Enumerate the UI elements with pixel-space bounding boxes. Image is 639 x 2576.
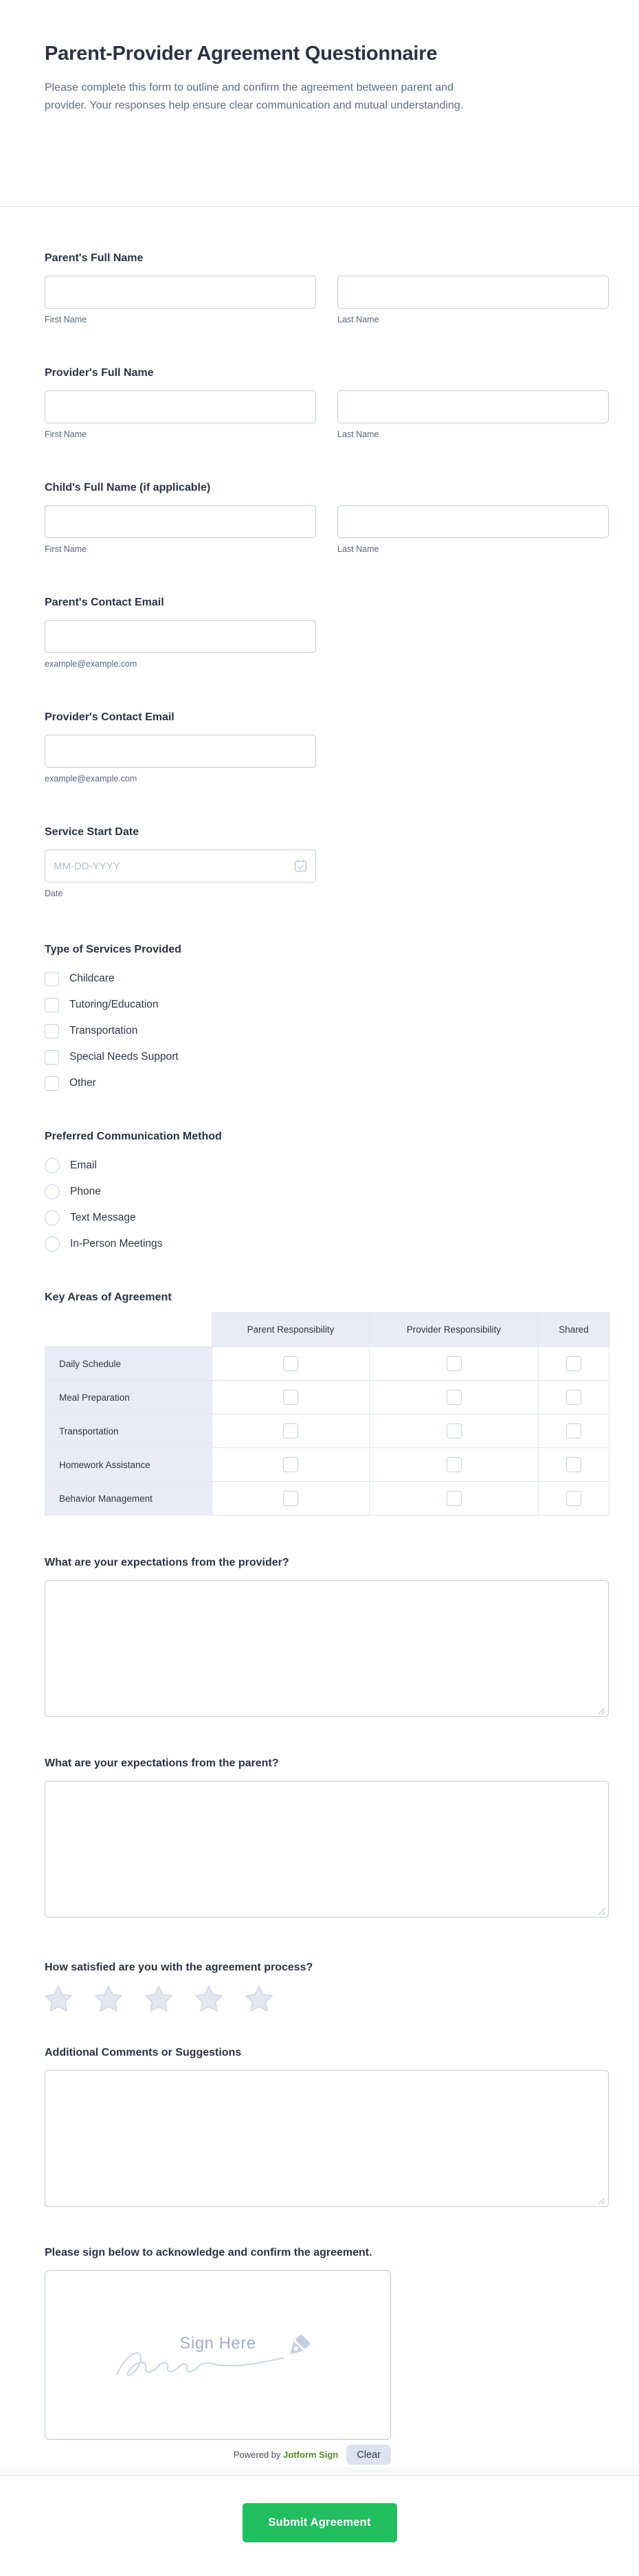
last-name-subfield <box>337 390 609 441</box>
parent-first-name-input[interactable] <box>45 276 316 309</box>
field-signature <box>45 2245 609 2465</box>
field-label: Key Areas of Agreement <box>45 1291 172 1303</box>
matrix-cell-parent[interactable] <box>212 1482 370 1515</box>
field-label: What are your expectations from the provider? <box>45 1557 289 1568</box>
checkbox-icon[interactable] <box>45 972 59 986</box>
parent-email-input[interactable] <box>45 620 316 653</box>
checkbox-icon[interactable] <box>283 1457 298 1472</box>
checkbox-icon[interactable] <box>283 1356 298 1371</box>
option-label: Email <box>70 1159 97 1171</box>
clear-signature-button[interactable]: Clear <box>346 2445 391 2465</box>
checkbox-icon[interactable] <box>45 1076 59 1091</box>
field-label: How satisfied are you with the agreement process? <box>45 1962 313 1973</box>
pen-nib-icon <box>280 2333 312 2364</box>
date-field <box>45 850 316 882</box>
last-name-sublabel: Last Name <box>337 544 379 554</box>
sign-here-watermark: Sign Here <box>179 2334 256 2353</box>
first-name-sublabel: First Name <box>45 430 87 439</box>
date-sublabel: Date <box>45 889 63 898</box>
powered-by-label: Powered by <box>233 2450 281 2460</box>
matrix-row <box>45 1482 609 1515</box>
field-label: Preferred Communication Method <box>45 1131 222 1142</box>
field-label: Type of Services Provided <box>45 944 181 955</box>
field-label: Parent's Full Name <box>45 252 144 264</box>
submit-button[interactable]: Submit Agreement <box>243 2503 397 2542</box>
form-description: Please complete this form to outline and confirm the agreement between parent and provider. Your responses help ensure clear communication and mutual understanding. <box>45 82 464 111</box>
last-name-subfield <box>337 505 609 555</box>
field-expect-provider <box>45 1555 609 1720</box>
radio-icon[interactable] <box>45 1236 60 1252</box>
provider-last-name-input[interactable] <box>337 390 609 423</box>
matrix-corner-cell <box>45 1313 212 1347</box>
communication-option[interactable] <box>45 1205 609 1231</box>
field-expect-parent <box>45 1756 609 1921</box>
child-last-name-input[interactable] <box>337 505 609 538</box>
matrix-cell-shared[interactable] <box>539 1414 609 1448</box>
signature-pad[interactable] <box>45 2270 391 2440</box>
star-rating <box>45 1985 609 2012</box>
checkbox-icon[interactable] <box>566 1491 581 1506</box>
field-provider-email <box>45 710 609 785</box>
matrix-cell-provider[interactable] <box>370 1448 539 1482</box>
checkbox-icon[interactable] <box>283 1390 298 1405</box>
service-option[interactable] <box>45 1044 609 1070</box>
checkbox-icon[interactable] <box>566 1457 581 1472</box>
last-name-subfield <box>337 276 609 326</box>
matrix-cell-provider[interactable] <box>370 1414 539 1448</box>
form-body <box>0 207 639 2478</box>
matrix-cell-shared[interactable] <box>539 1448 609 1482</box>
field-label: Additional Comments or Suggestions <box>45 2047 242 2058</box>
field-label: Service Start Date <box>45 826 139 838</box>
radio-icon[interactable] <box>45 1158 60 1173</box>
service-option[interactable] <box>45 1018 609 1044</box>
calendar-icon[interactable] <box>294 859 307 876</box>
signature-footer <box>45 2445 391 2465</box>
checkbox-icon[interactable] <box>566 1423 581 1439</box>
matrix-cell-parent[interactable] <box>212 1347 370 1381</box>
option-label: In-Person Meetings <box>70 1238 163 1250</box>
comments-textarea[interactable] <box>45 2070 609 2207</box>
field-label: What are your expectations from the parent? <box>45 1757 279 1769</box>
option-label: Other <box>69 1077 96 1089</box>
option-label: Phone <box>70 1186 101 1197</box>
matrix-row-label: Homework Assistance <box>45 1448 212 1482</box>
services-checkbox-group <box>45 966 609 1096</box>
field-label: Parent's Contact Email <box>45 597 164 608</box>
matrix-cell-parent[interactable] <box>212 1448 370 1482</box>
matrix-row-label: Behavior Management <box>45 1482 212 1515</box>
checkbox-icon[interactable] <box>447 1356 462 1371</box>
submit-section <box>0 2475 639 2576</box>
last-name-sublabel: Last Name <box>337 430 379 439</box>
option-label: Text Message <box>70 1212 136 1223</box>
matrix-cell-shared[interactable] <box>539 1482 609 1515</box>
radio-icon[interactable] <box>45 1210 60 1225</box>
provider-first-name-input[interactable] <box>45 390 316 423</box>
star-icon[interactable] <box>45 1985 72 2012</box>
star-icon[interactable] <box>245 1985 273 2012</box>
option-label: Special Needs Support <box>69 1051 179 1063</box>
communication-option[interactable] <box>45 1153 609 1179</box>
field-satisfaction <box>45 1960 609 2012</box>
matrix-column-header: Parent Responsibility <box>212 1313 370 1347</box>
checkbox-icon[interactable] <box>45 998 59 1012</box>
provider-email-input[interactable] <box>45 735 316 768</box>
star-icon[interactable] <box>95 1985 122 2012</box>
matrix-row-label: Meal Preparation <box>45 1381 212 1414</box>
matrix-row-label: Daily Schedule <box>45 1347 212 1381</box>
radio-icon[interactable] <box>45 1184 60 1199</box>
field-parent-email <box>45 595 609 670</box>
matrix-cell-provider[interactable] <box>370 1381 539 1414</box>
email-sublabel: example@example.com <box>45 659 137 669</box>
star-icon[interactable] <box>145 1985 172 2012</box>
matrix-cell-parent[interactable] <box>212 1414 370 1448</box>
matrix-column-header: Shared <box>539 1313 609 1347</box>
matrix-cell-provider[interactable] <box>370 1482 539 1515</box>
field-label: Provider's Full Name <box>45 367 154 379</box>
service-option[interactable] <box>45 992 609 1018</box>
option-label: Transportation <box>69 1025 138 1036</box>
checkbox-icon[interactable] <box>447 1423 462 1439</box>
email-sublabel: example@example.com <box>45 774 137 784</box>
field-provider-name <box>45 366 609 441</box>
field-agreement-matrix <box>45 1290 609 1515</box>
field-comments <box>45 2045 609 2210</box>
checkbox-icon[interactable] <box>45 1050 59 1065</box>
matrix-cell-shared[interactable] <box>539 1381 609 1414</box>
checkbox-icon[interactable] <box>447 1457 462 1472</box>
checkbox-icon[interactable] <box>283 1491 298 1506</box>
matrix-row <box>45 1381 609 1414</box>
child-first-name-input[interactable] <box>45 505 316 538</box>
field-child-name <box>45 480 609 555</box>
powered-by-text <box>234 2450 338 2460</box>
checkbox-icon[interactable] <box>447 1390 462 1405</box>
parent-last-name-input[interactable] <box>337 276 609 309</box>
service-option[interactable] <box>45 966 609 992</box>
matrix-header-row <box>45 1313 609 1347</box>
first-name-sublabel: First Name <box>45 544 87 554</box>
last-name-sublabel: Last Name <box>337 315 379 324</box>
jotform-sign-brand: Jotform Sign <box>283 2450 339 2460</box>
first-name-subfield <box>45 276 316 326</box>
field-label: Please sign below to acknowledge and confirm the agreement. <box>45 2247 372 2258</box>
matrix-cell-shared[interactable] <box>539 1347 609 1381</box>
communication-option[interactable] <box>45 1231 609 1257</box>
checkbox-icon[interactable] <box>45 1024 59 1039</box>
checkbox-icon[interactable] <box>566 1356 581 1371</box>
field-communication <box>45 1129 609 1257</box>
checkbox-icon[interactable] <box>283 1423 298 1439</box>
matrix-row <box>45 1347 609 1381</box>
start-date-input[interactable] <box>45 850 316 882</box>
communication-option[interactable] <box>45 1179 609 1205</box>
matrix-row-label: Transportation <box>45 1414 212 1448</box>
checkbox-icon[interactable] <box>447 1491 462 1506</box>
star-icon[interactable] <box>195 1985 223 2012</box>
checkbox-icon[interactable] <box>566 1390 581 1405</box>
agreement-matrix-table <box>45 1312 609 1515</box>
field-parent-name <box>45 251 609 326</box>
first-name-sublabel: First Name <box>45 315 87 324</box>
expect-parent-textarea[interactable] <box>45 1781 609 1918</box>
signature-squiggle-icon <box>114 2344 287 2382</box>
matrix-row <box>45 1414 609 1448</box>
first-name-subfield <box>45 390 316 441</box>
matrix-cell-parent[interactable] <box>212 1381 370 1414</box>
service-option[interactable] <box>45 1070 609 1096</box>
matrix-cell-provider[interactable] <box>370 1347 539 1381</box>
form-header <box>0 0 639 206</box>
first-name-subfield <box>45 505 316 555</box>
field-start-date <box>45 825 609 900</box>
option-label: Childcare <box>69 973 115 984</box>
matrix-row <box>45 1448 609 1482</box>
field-label: Child's Full Name (if applicable) <box>45 482 211 493</box>
expect-provider-textarea[interactable] <box>45 1580 609 1717</box>
field-services <box>45 942 609 1096</box>
page-title: Parent-Provider Agreement Questionnaire <box>45 43 438 65</box>
section-gap <box>0 2467 639 2474</box>
matrix-column-header: Provider Responsibility <box>370 1313 539 1347</box>
field-label: Provider's Contact Email <box>45 711 175 723</box>
communication-radio-group <box>45 1153 609 1257</box>
option-label: Tutoring/Education <box>69 999 159 1010</box>
